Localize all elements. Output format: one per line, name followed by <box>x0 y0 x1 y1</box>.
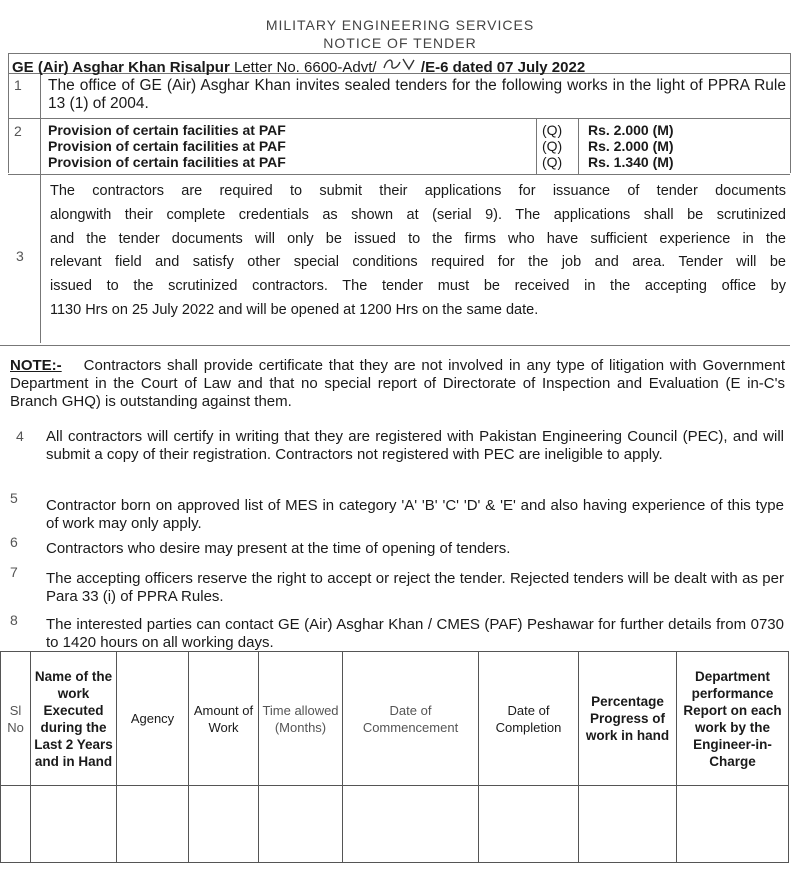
header-agency: Agency <box>117 652 189 786</box>
office-name: GE (Air) Asghar Khan Risalpur <box>12 59 230 76</box>
item-number: 6 <box>10 534 18 550</box>
table-cell <box>189 786 259 863</box>
reference-line <box>12 56 585 76</box>
org-title: MILITARY ENGINEERING SERVICES <box>265 17 535 33</box>
works-list <box>48 122 788 170</box>
work-row <box>48 122 788 138</box>
header-amount: Amount of Work <box>189 652 259 786</box>
letter-date: /E-6 dated 07 July 2022 <box>420 59 586 76</box>
work-name: Provision of certain facilities at PAF <box>48 122 286 138</box>
work-row <box>48 154 788 170</box>
item-number: 1 <box>14 77 22 93</box>
experience-table <box>0 651 789 863</box>
table-cell <box>259 786 343 863</box>
header-work-name: Name of the work Executed during the Last 2 Years and in Hand <box>31 652 117 786</box>
table-cell <box>343 786 479 863</box>
table-cell <box>479 786 579 863</box>
divider <box>8 118 790 119</box>
table-cell <box>31 786 117 863</box>
divider <box>8 174 790 175</box>
item-number: 5 <box>10 490 18 506</box>
note-text: Contractors shall provide certificate that they are not involved in any type of litigation with Government Department in the Court of Law and that no special report of Directorate of Inspection and Evaluation (E in-C's Branch GHQ) is outstanding against them. <box>10 357 785 410</box>
paragraph-3-line: The contractors are required to submit their applications for issuance of tender documents <box>50 183 786 199</box>
header-time-allowed: Time allowed (Months) <box>259 652 343 786</box>
paragraph-3-line: relevant field and satisfy other special conditions required for the job and area. Tender will be <box>50 254 786 271</box>
divider <box>40 73 41 343</box>
paragraph-5: Contractor born on approved list of MES in category 'A' 'B' 'C' 'D' & 'E' and also having experience of this type of work may only apply. <box>46 497 784 532</box>
header-sl-no: Sl No <box>1 652 31 786</box>
divider <box>790 53 791 173</box>
work-amount: Rs. 2.000 (M) <box>588 122 674 138</box>
paragraph-6: Contractors who desire may present at the time of opening of tenders. <box>46 540 511 557</box>
paragraph-3 <box>50 180 786 323</box>
note-paragraph <box>10 357 785 411</box>
table-cell <box>579 786 677 863</box>
item-number: 3 <box>16 248 24 264</box>
table-cell <box>117 786 189 863</box>
handwritten-mark <box>381 56 417 76</box>
work-q: (Q) <box>542 122 563 138</box>
item-number: 7 <box>10 564 18 580</box>
paragraph-8: The interested parties can contact GE (Air) Asghar Khan / CMES (PAF) Peshawar for further details from 0730 to 1420 hours on all working days. <box>46 616 784 651</box>
table-cell <box>677 786 789 863</box>
item-number: 2 <box>14 123 22 139</box>
note-label: NOTE:- <box>10 357 62 374</box>
header-date-commencement: Date of Commencement <box>343 652 479 786</box>
divider <box>0 345 790 346</box>
paragraph-7: The accepting officers reserve the right to accept or reject the tender. Rejected tenders will be dealt with as per Para 33 (i) of PPRA Rules. <box>46 570 784 605</box>
work-row <box>48 138 788 154</box>
table-header-row <box>1 652 789 786</box>
paragraph-4: All contractors will certify in writing that they are registered with Pakistan Engineering Council (PEC), and will submit a copy of their registration. Contractors not registered with PEC are ineligible to apply. <box>46 428 784 463</box>
table-row <box>1 786 789 863</box>
divider <box>8 53 790 54</box>
table-cell <box>1 786 31 863</box>
item-number: 8 <box>10 612 18 628</box>
item-number: 4 <box>16 428 24 444</box>
paragraph-3-line: alongwith their complete credentials as shown at (serial 9). The applications shall be scrutinized <box>50 206 786 223</box>
header-progress: Percentage Progress of work in hand <box>579 652 677 786</box>
notice-title: NOTICE OF TENDER <box>323 35 477 51</box>
divider <box>8 53 9 173</box>
header-performance-report: Department performance Report on each work by the Engineer-in-Charge <box>677 652 789 786</box>
paragraph-3-line: and the tender documents will only be issued to the firms who have sufficient experience in the <box>50 230 786 247</box>
work-q: (Q) <box>542 154 563 170</box>
work-amount: Rs. 1.340 (M) <box>588 154 674 170</box>
work-amount: Rs. 2.000 (M) <box>588 138 674 154</box>
letter-number: Letter No. 6600-Advt/ <box>233 59 377 76</box>
paragraph-1: The office of GE (Air) Asghar Khan invites sealed tenders for the following works in the light of PPRA Rule 13 (1) of 2004. <box>48 77 786 112</box>
header-date-completion: Date of Completion <box>479 652 579 786</box>
work-name: Provision of certain facilities at PAF <box>48 138 286 154</box>
paragraph-3-line: 1130 Hrs on 25 July 2022 and will be opened at 1200 Hrs on the same date. <box>50 301 539 318</box>
work-q: (Q) <box>542 138 563 154</box>
work-name: Provision of certain facilities at PAF <box>48 154 286 170</box>
paragraph-3-line: issued to the scrutinized contractors. The tender must be received in the accepting office by <box>50 278 786 295</box>
